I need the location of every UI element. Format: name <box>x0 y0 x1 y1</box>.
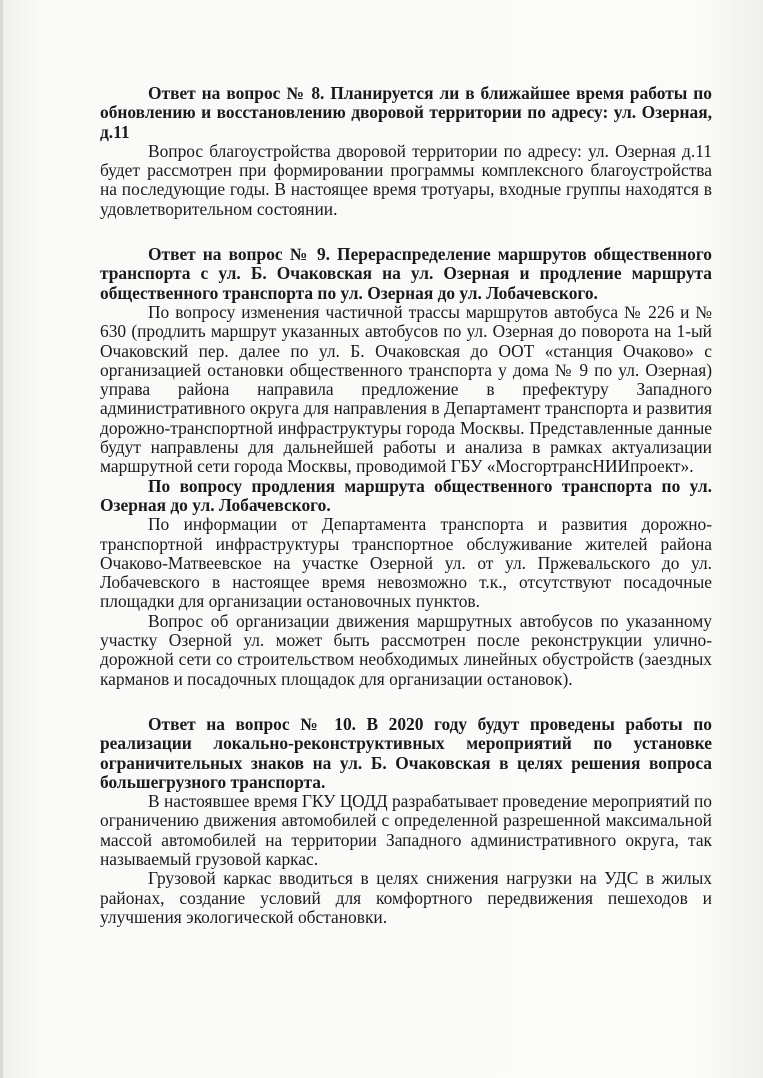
document-body <box>100 84 712 927</box>
section-9-heading: Ответ на вопрос № 9. Перераспределение маршрутов общественного транспорта с ул. Б. Очаковская на ул. Озерная и продление маршрута общественного транспорта по ул. Озерная до ул. Лобачевского. <box>100 244 712 303</box>
section-9-paragraph-2: По информации от Департамента транспорта и развития дорожно-транспортной инфраструктуры транспортное обслуживание жителей района Очаково-Матвеевское на участке Озерной ул. от ул. Пржевальского до ул. Лобачевского в настоящее время невозможно т.к., отсутствуют посадочные площадки для организации остановочных пунктов. <box>100 514 712 612</box>
section-9-paragraph-3: Вопрос об организации движения маршрутных автобусов по указанному участку Озерной ул. может быть рассмотрен после реконструкции улично-дорожной сети со строительством необходимых линейных обустройств (заездных карманов и посадочных площадок для организации остановок). <box>100 610 712 689</box>
section-10-paragraph-1: В настоявшее время ГКУ ЦОДД разрабатывает проведение мероприятий по ограничению движения автомобилей с определенной разрешенной максимальной массой автомобилей на территории Западного административного округа, так называемый грузовой каркас. <box>100 791 712 869</box>
section-8-heading: Ответ на вопрос № 8. Планируется ли в ближайшее время работы по обновлению и восстановлению дворовой территории по адресу: ул. Озерная, д.11 <box>100 83 712 142</box>
section-8-paragraph: Вопрос благоустройства дворовой территории по адресу: ул. Озерная д.11 будет рассмотрен при формировании программы комплексного благоустройства на последующие годы. В настоящее время тротуары, входные группы находятся в удовлетворительном состоянии. <box>100 140 712 219</box>
section-10-heading: Ответ на вопрос № 10. В 2020 году будут проведены работы по реализации локально-реконструктивных мероприятий по установке ограничительных знаков на ул. Б. Очаковская в целях решения вопроса большегрузного транспорта. <box>100 713 712 792</box>
section-9-paragraph-1: По вопросу изменения частичной трассы маршрутов автобуса № 226 и № 630 (продлить маршрут указанных автобусов по ул. Озерная до поворота на 1-ый Очаковский пер. далее по ул. Б. Очаковская до ООТ «станция Очаково» с организацией остановки общественного транспорта у дома № 9 по ул. Озерная) управа района направила предложение в префектуру Западного административного округа для направления в Департамент транспорта и развития дорожно-транспортной инфраструктуры города Москвы. Представленные данные будут направлены для дальнейшей работы и анализа в рамках актуализации маршрутной сети города Москвы, проводимой ГБУ «МосгортрансНИИпроект». <box>100 301 712 477</box>
section-gap <box>100 219 712 245</box>
section-gap <box>100 689 712 715</box>
section-9-subheading: По вопросу продления маршрута общественного транспорта по ул. Озерная до ул. Лобачевского. <box>100 475 712 515</box>
page-edge-shadow <box>0 0 3 1078</box>
section-10-paragraph-2: Грузовой каркас вводиться в целях снижения нагрузки на УДС в жилых районах, создание условий для комфортного передвижения пешеходов и улучшения экологической обстановки. <box>100 868 712 927</box>
